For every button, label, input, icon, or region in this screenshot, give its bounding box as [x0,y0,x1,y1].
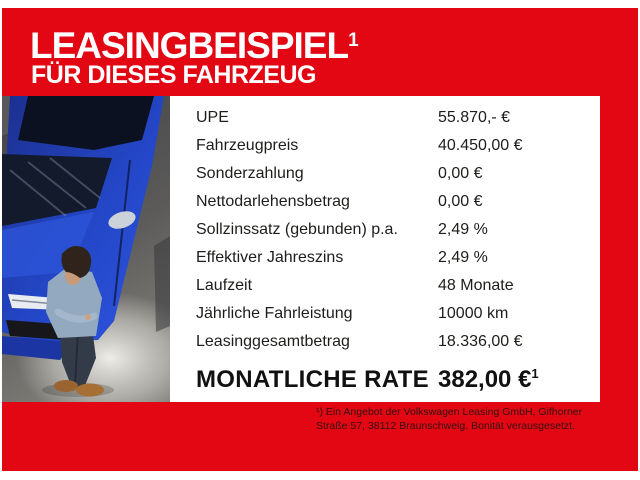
row-label: Leasinggesamtbetrag [196,333,350,350]
footer-banner [2,402,638,471]
monthly-rate-label: MONATLICHE RATE [196,366,429,393]
table-row [196,160,600,188]
row-label: Nettodarlehensbetrag [196,193,350,210]
row-label: Laufzeit [196,277,253,294]
disclaimer-text [316,406,582,433]
disclaimer-line-1: ¹) Ein Angebot der Volkswagen Leasing GmbH, Gifhorner [316,406,583,418]
monthly-rate-row [196,366,600,394]
row-label: Effektiver Jahreszins [196,249,344,266]
table-row [196,244,600,272]
monthly-rate-value [438,366,539,394]
table-row [196,216,600,244]
table-row [196,104,600,132]
page-subtitle: FÜR DIESES FAHRZEUG [31,61,316,89]
header-banner [2,8,638,96]
person-hand [85,314,91,320]
row-label: Sonderzahlung [196,165,304,182]
vehicle-photo-illustration [2,96,170,402]
row-value: 55.870,- € [438,109,511,126]
row-value: 2,49 % [438,221,488,238]
table-row [196,272,600,300]
title-footnote-marker: 1 [348,30,359,51]
table-row [196,328,600,356]
table-row [196,300,600,328]
row-label: Fahrzeugpreis [196,137,299,154]
vehicle-photo [2,96,170,402]
leasing-details-panel [170,96,600,402]
row-value: 0,00 € [438,165,483,182]
row-label: Jährliche Fahrleistung [196,305,353,322]
row-value: 48 Monate [438,277,514,294]
background-shadow [154,236,170,332]
page-title: LEASINGBEISPIEL [30,25,349,66]
table-row [196,188,600,216]
monthly-rate-amount: 382,00 € [438,366,532,393]
row-value: 10000 km [438,305,509,322]
row-label: UPE [196,109,229,126]
rate-footnote-marker: 1 [531,366,539,381]
row-value: 2,49 % [438,249,488,266]
person-shoe-left [54,380,78,392]
person-shoe-right [76,384,104,397]
table-row [196,132,600,160]
row-label: Sollzinssatz (gebunden) p.a. [196,221,398,238]
row-value: 18.336,00 € [438,333,523,350]
disclaimer-line-2: Straße 57, 38112 Braunschweig. Bonität verausgesetzt. [316,419,575,432]
row-value: 40.450,00 € [438,137,523,154]
right-red-band [600,96,638,402]
row-value: 0,00 € [438,193,483,210]
